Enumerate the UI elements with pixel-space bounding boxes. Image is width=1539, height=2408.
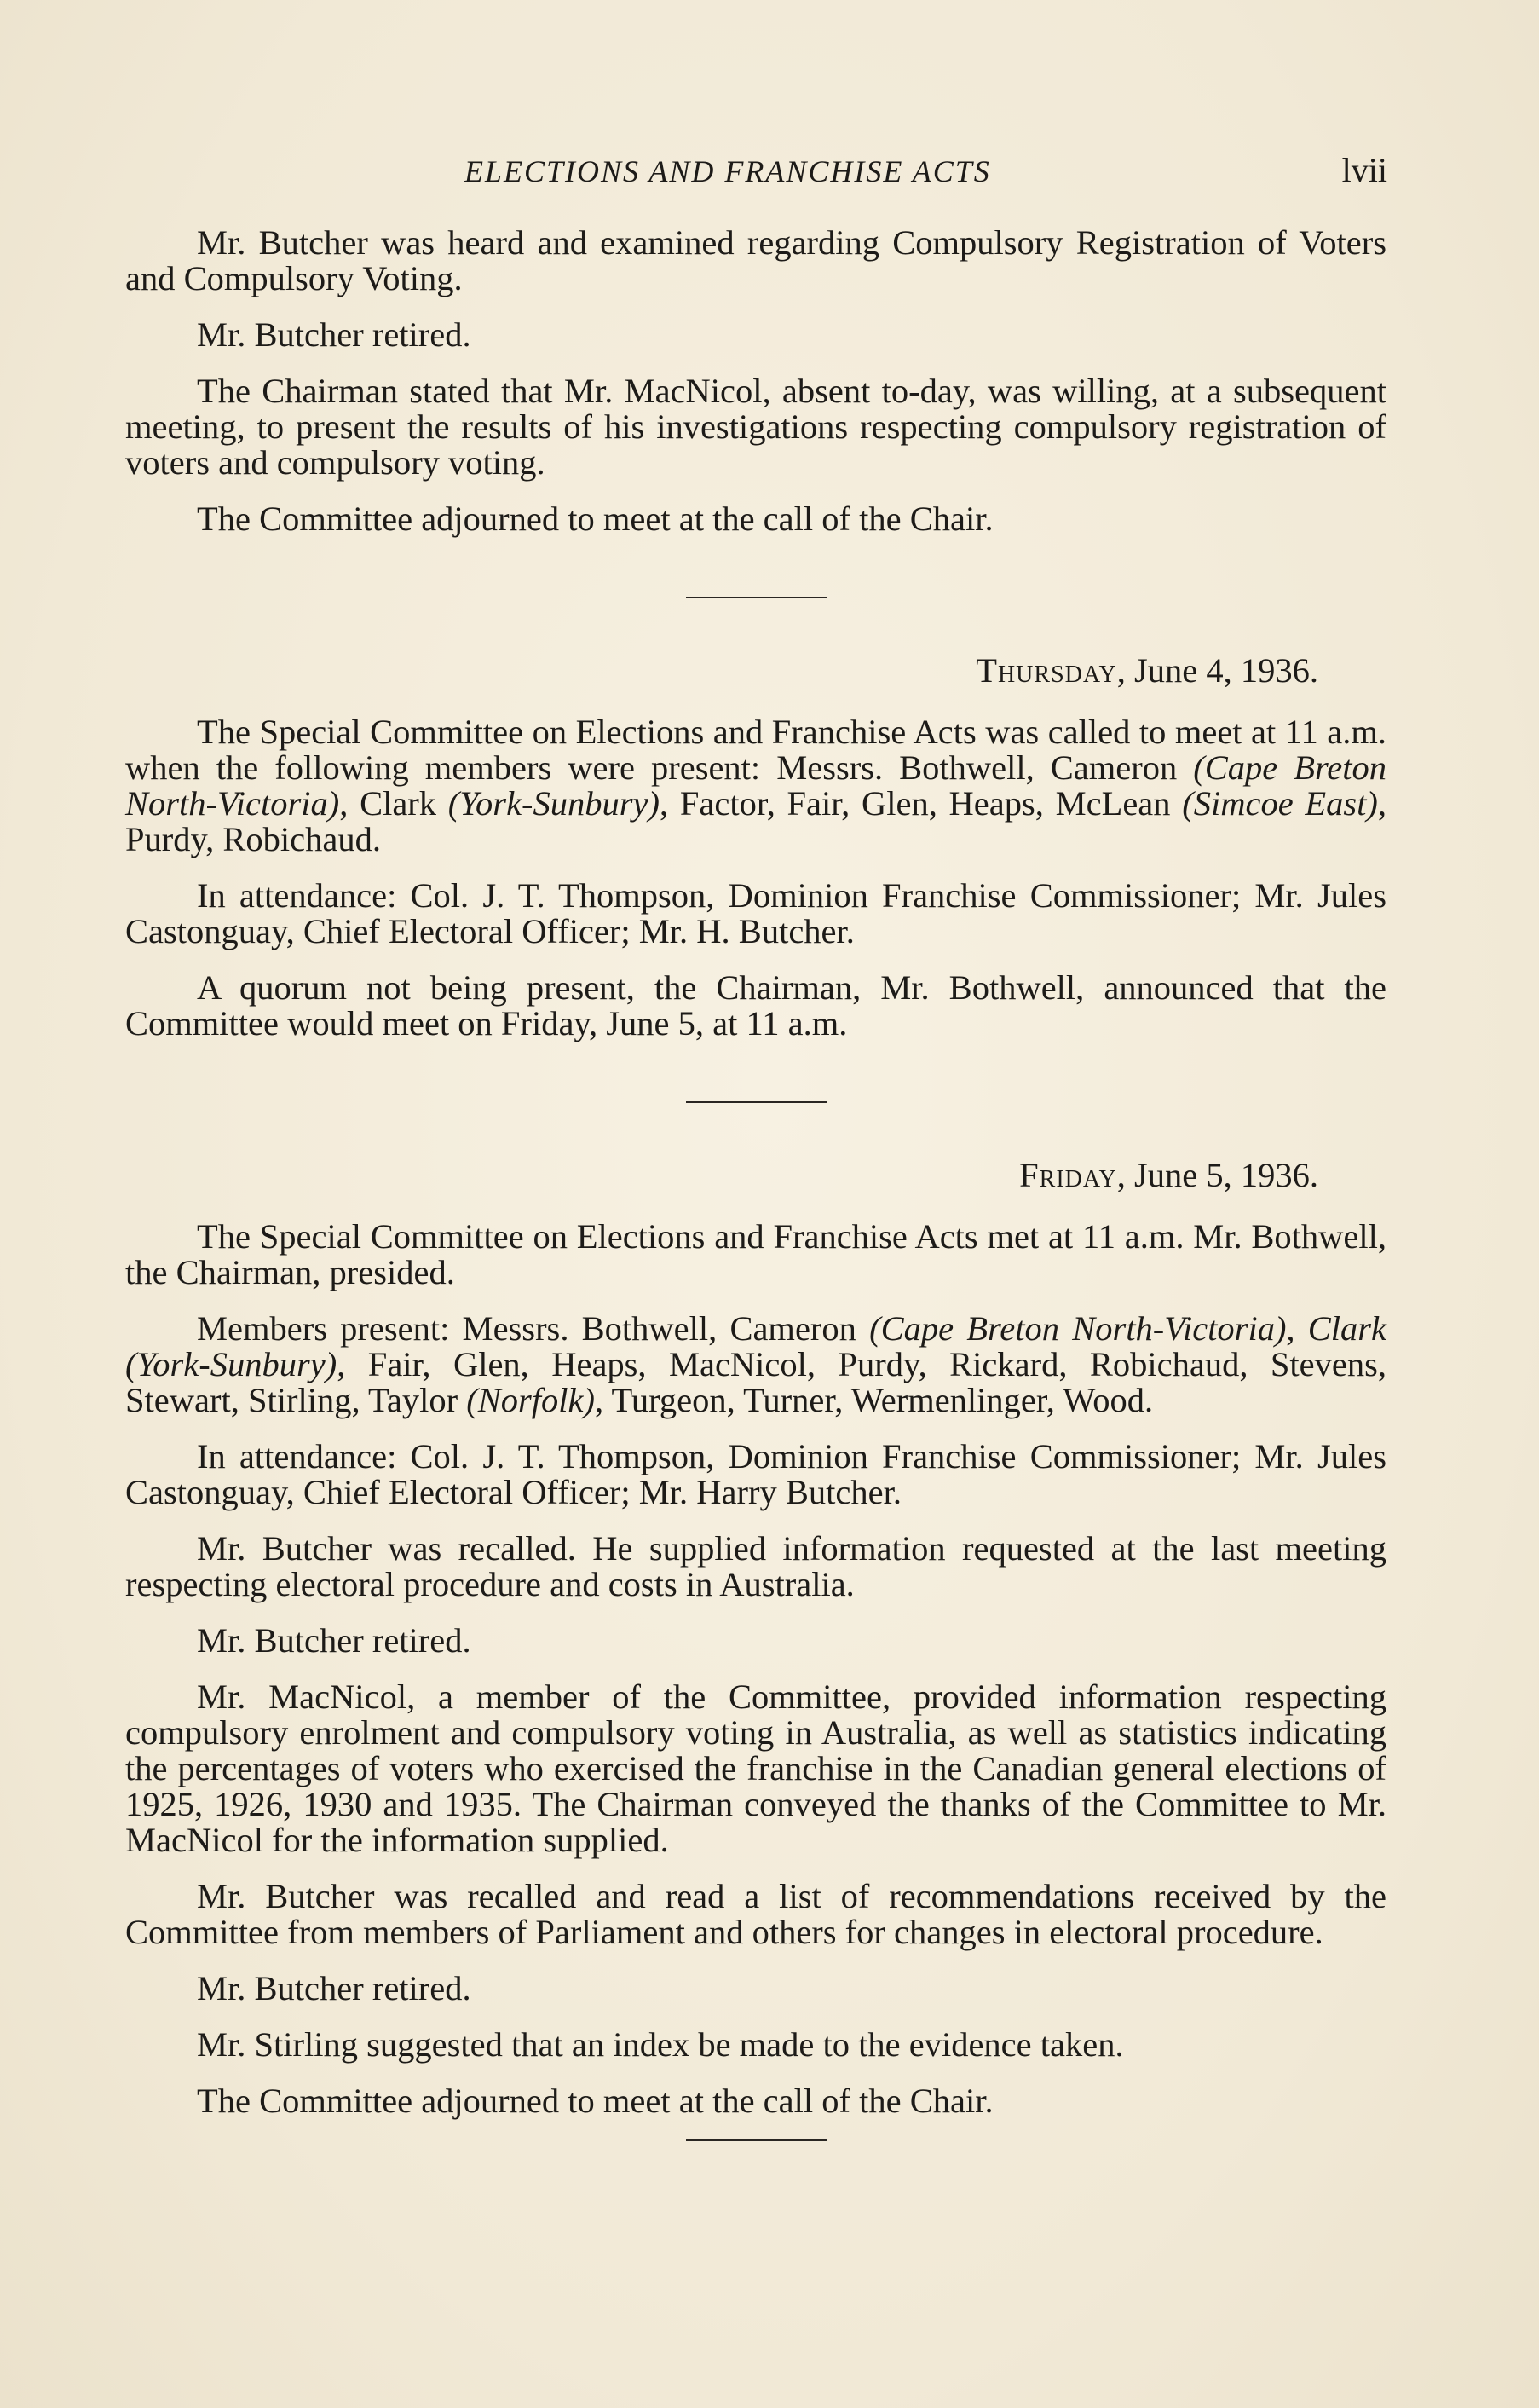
running-head: ELECTIONS AND FRANCHISE ACTS [464, 154, 991, 188]
paragraph: The Special Committee on Elections and Franchise Acts met at 11 a.m. Mr. Bothwell, the Chairman, presided. [125, 1217, 1386, 1291]
meeting-dateline [125, 1158, 1386, 1193]
paragraph: Members present: Messrs. Bothwell, Cameron (Cape Breton North-Victoria), Clark (York-Sunbury), Fair, Glen, Heaps, MacNicol, Purdy, Rickard, Robichaud, Stevens, Stewart, Stirling, Taylor (Norfolk), Turgeon, Turner, Wermenlinger, Wood. [125, 1309, 1386, 1419]
paragraph: The Committee adjourned to meet at the call of the Chair. [197, 2082, 994, 2120]
page-number: lvii [1341, 151, 1387, 189]
dateline-weekday: Thursday [976, 651, 1117, 690]
paragraph: The Committee adjourned to meet at the call of the Chair. [197, 500, 994, 538]
riding-name: (Cape Breton North-Victoria) [125, 748, 1386, 823]
paragraph: In attendance: Col. J. T. Thompson, Dominion Franchise Commissioner; Mr. Jules Castonguay, Chief Electoral Officer; Mr. H. Butcher. [125, 876, 1386, 950]
paragraph: Mr. Butcher was recalled. He supplied information requested at the last meeting respecting electoral procedure and costs in Australia. [125, 1529, 1386, 1603]
paragraph: Mr. Butcher retired. [197, 1621, 471, 1660]
paragraph: Mr. Butcher retired. [197, 1969, 471, 2007]
paragraph: Mr. MacNicol, a member of the Committee, provided information respecting compulsory enrolment and compulsory voting in Australia, as well as statistics indicating the percentages of voters who exercised the franchise in the Canadian general elections of 1925, 1926, 1930 and 1935. The Chairman conveyed the thanks of the Committee to Mr. MacNicol for the information supplied. [125, 1678, 1386, 1859]
paragraph: The Chairman stated that Mr. MacNicol, absent to-day, was willing, at a subsequent meeting, to present the results of his investigations respecting compulsory registration of voters and compulsory voting. [125, 372, 1386, 482]
riding-name: (Cape Breton North-Victoria), Clark [869, 1309, 1386, 1348]
meeting-dateline [125, 653, 1386, 689]
riding-name: (York-Sunbury) [447, 784, 660, 823]
riding-name: (Norfolk) [466, 1381, 595, 1419]
riding-name: (Simcoe East) [1182, 784, 1378, 823]
page-header [0, 150, 1539, 193]
paragraph: Mr. Butcher was heard and examined regarding Compulsory Registration of Voters and Compulsory Voting. [125, 223, 1386, 297]
paragraph: The Special Committee on Elections and Franchise Acts was called to meet at 11 a.m. when the following members were present: Messrs. Bothwell, Cameron (Cape Breton North-Victoria), Clark (York-Sunbury), Factor, Fair, Glen, Heaps, McLean (Simcoe East), Purdy, Robichaud. [125, 713, 1386, 858]
section-divider [686, 1101, 827, 1103]
paragraph: Mr. Stirling suggested that an index be made to the evidence taken. [197, 2025, 1124, 2064]
paragraph: In attendance: Col. J. T. Thompson, Dominion Franchise Commissioner; Mr. Jules Castonguay, Chief Electoral Officer; Mr. Harry Butcher. [125, 1437, 1386, 1511]
paragraph: Mr. Butcher was recalled and read a list of recommendations received by the Committee from members of Parliament and others for changes in electoral procedure. [125, 1877, 1386, 1951]
section-divider [686, 597, 827, 598]
page-body [125, 225, 1386, 2141]
riding-name: (York-Sunbury) [125, 1345, 337, 1383]
closing-divider [686, 2139, 827, 2141]
dateline-date: , June 5, 1936. [1116, 1156, 1318, 1194]
paragraph: A quorum not being present, the Chairman, Mr. Bothwell, announced that the Committee would meet on Friday, June 5, at 11 a.m. [125, 968, 1386, 1042]
paragraph: Mr. Butcher retired. [197, 315, 471, 354]
dateline-weekday: Friday [1019, 1156, 1117, 1194]
dateline-date: , June 4, 1936. [1116, 651, 1318, 690]
